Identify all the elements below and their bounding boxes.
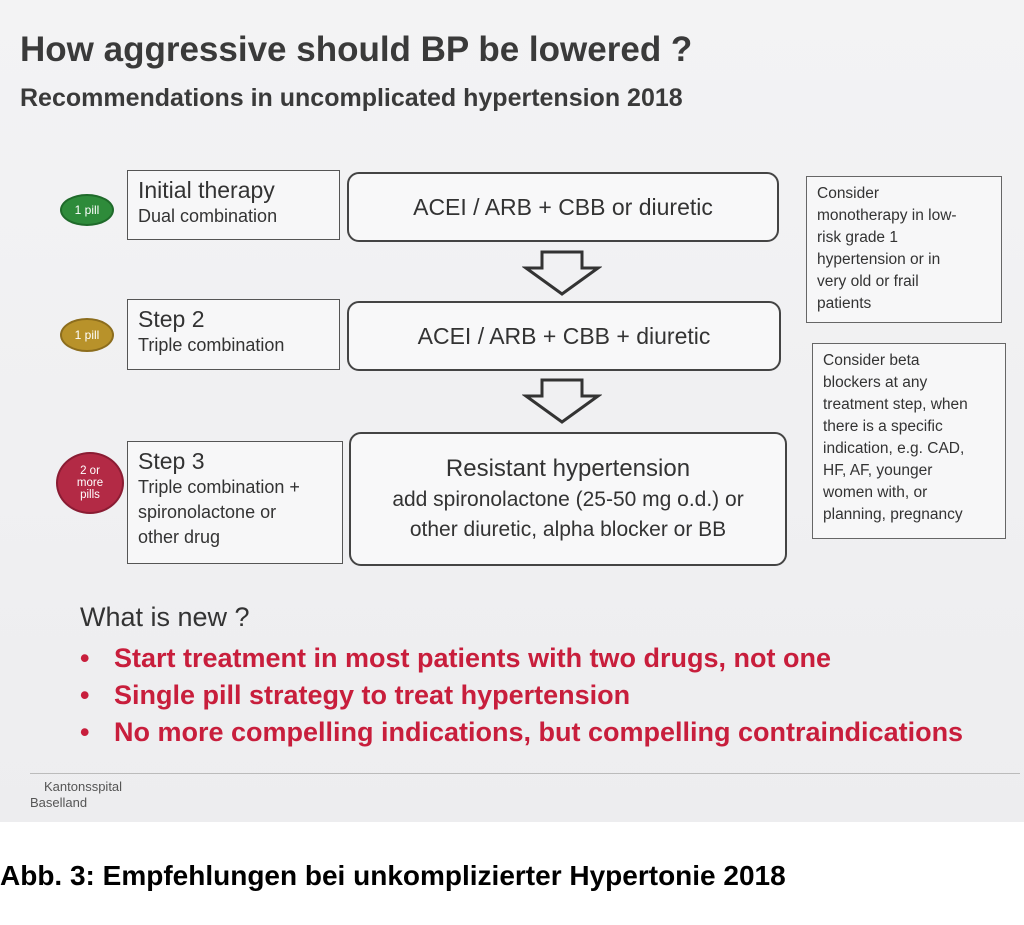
pill-badge-3-line3: pills (80, 489, 100, 501)
note-2-line: blockers at any (823, 374, 928, 391)
bullet-text: No more compelling indications, but compelling contraindications (114, 717, 964, 747)
drug-text-step2: ACEI / ARB + CBB + diuretic (417, 322, 711, 349)
step-desc-step3-line1: Triple combination + (138, 477, 300, 497)
what-is-new-list (80, 640, 963, 751)
step-desc-step2: Triple combination (138, 335, 285, 355)
drug-box-step3 (349, 432, 787, 566)
footer-divider (30, 773, 1020, 774)
note-1-line: risk grade 1 (817, 229, 898, 246)
bullet-icon: • (80, 717, 90, 747)
step-title-step3: Step 3 (138, 448, 205, 474)
drug-box-initial (347, 172, 779, 242)
note-2-line: indication, e.g. CAD, (823, 440, 965, 457)
note-2-line: treatment step, when (823, 396, 968, 413)
step-title-initial: Initial therapy (138, 177, 275, 203)
bullet-icon: • (80, 643, 90, 673)
step-box-initial (127, 170, 340, 240)
down-arrow-icon (522, 378, 602, 424)
note-1-line: monotherapy in low- (817, 207, 957, 224)
step-title-step2: Step 2 (138, 306, 205, 332)
step-desc-step3-line3: other drug (138, 527, 221, 547)
logo-line-2: Baselland (30, 795, 88, 810)
step-desc-step3-line2: spironolactone or (138, 502, 277, 522)
list-item (80, 714, 963, 751)
bullet-text: Start treatment in most patients with two drugs, not one (114, 643, 832, 673)
pill-badge-2 (60, 318, 114, 352)
note-2-line: HF, AF, younger (823, 462, 933, 479)
list-item (80, 640, 963, 677)
drug-text-step3-line2: other diuretic, alpha blocker or BB (409, 518, 727, 541)
figure-caption: Abb. 3: Empfehlungen bei unkomplizierter Hypertonie 2018 (0, 860, 786, 891)
bullet-icon: • (80, 680, 90, 710)
note-2-line: women with, or (823, 484, 928, 501)
note-2-line: planning, pregnancy (823, 506, 963, 523)
slide-subtitle: Recommendations in uncomplicated hypertension 2018 (20, 84, 683, 112)
note-beta-blockers (812, 343, 1006, 539)
pill-badge-2-label: 1 pill (74, 328, 100, 342)
step-desc-initial: Dual combination (138, 206, 278, 226)
step-box-step3 (127, 441, 343, 564)
drug-box-step2 (347, 301, 781, 371)
logo-line-1: Kantonsspital (44, 779, 123, 794)
pill-badge-1 (60, 194, 114, 226)
what-is-new-heading: What is new ? (80, 602, 250, 632)
step-box-step2 (127, 299, 340, 370)
drug-title-step3: Resistant hypertension (445, 455, 691, 482)
bullet-text: Single pill strategy to treat hypertension (114, 680, 631, 710)
note-monotherapy (806, 176, 1002, 323)
slide-title: How aggressive should BP be lowered ? (20, 30, 693, 69)
note-1-line: hypertension or in (817, 251, 941, 268)
pill-badge-1-label: 1 pill (74, 203, 100, 217)
drug-text-initial: ACEI / ARB + CBB or diuretic (413, 193, 713, 220)
note-2-line: there is a specific (823, 418, 943, 435)
pill-badge-3-line1: 2 or (80, 465, 100, 477)
down-arrow-icon (522, 250, 602, 296)
pill-badge-3-line2: more (76, 477, 104, 489)
pill-badge-3 (56, 452, 124, 514)
note-1-line: patients (817, 295, 872, 312)
list-item (80, 677, 963, 714)
note-1-line: very old or frail (817, 273, 919, 290)
note-1-line: Consider (817, 185, 880, 202)
note-2-line: Consider beta (823, 352, 920, 369)
drug-text-step3-line1: add spironolactone (25-50 mg o.d.) or (392, 488, 744, 511)
